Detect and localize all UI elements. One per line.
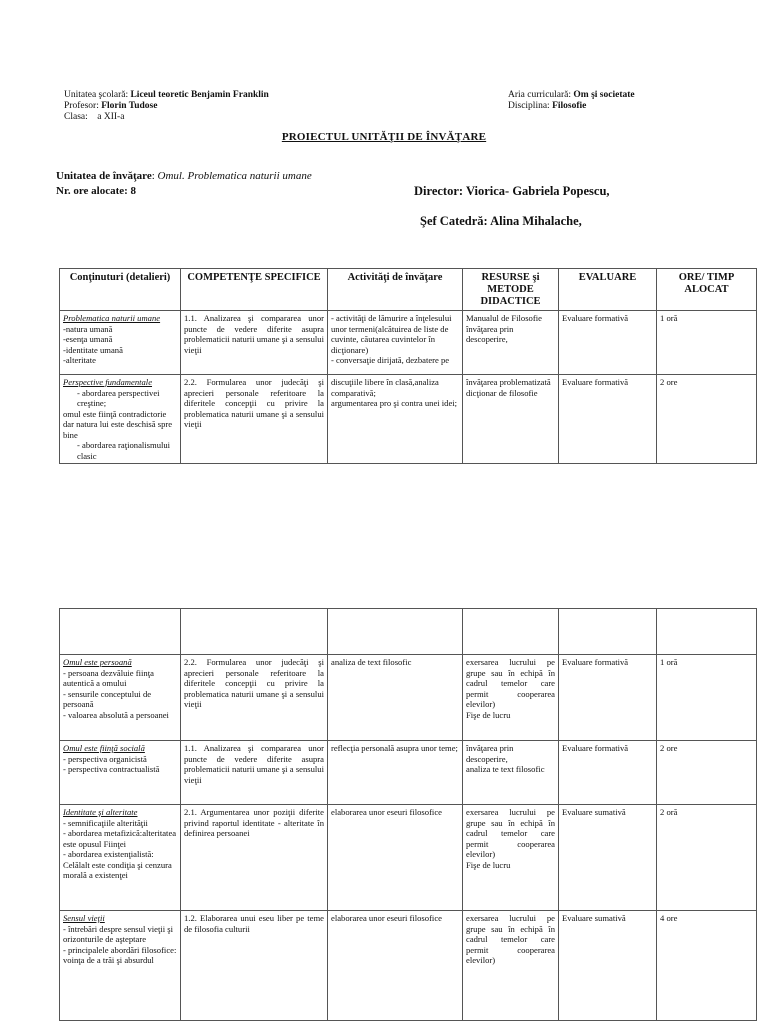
discipline-line	[508, 101, 748, 112]
class-line	[64, 112, 424, 123]
header-competences: COMPETENŢE SPECIFICE	[181, 269, 328, 311]
evaluation-cell: Evaluare formativă	[559, 655, 657, 741]
content-item: - abordarea raţionalismului clasic	[77, 440, 171, 461]
activities-cell: elaborarea unor eseuri filosofice	[328, 911, 463, 1021]
class-label: Clasa:	[64, 112, 88, 122]
competences-cell: 2.1. Argumentarea unor poziţii diferite privind raportul identitate - alteritate în definirea persoanei	[181, 805, 328, 911]
hours-value: 8	[130, 185, 137, 197]
table-row	[60, 655, 757, 741]
resources-cell: exersarea lucrului pe grupe sau în echipă în cadrul temelor care permit cooperarea elevilor) Fişe de lucru	[463, 655, 559, 741]
hours-cell: 4 ore	[657, 911, 757, 1021]
hours-label: Nr. ore alocate	[56, 185, 125, 197]
header-resources: RESURSE şi METODE DIDACTICE	[463, 269, 559, 311]
hours-cell: 2 ore	[657, 375, 757, 464]
school-label: Unitatea şcolară:	[64, 90, 129, 100]
content-item: - valoarea absolută a persoanei	[63, 709, 169, 720]
learning-unit-label: Unitatea de învăţare	[56, 170, 152, 182]
table-header-row-empty	[60, 609, 757, 655]
competences-cell: 2.2. Formularea unor judecăţi şi aprecieri personale referitoare la diferitele concepţii cu privire la problematica naturii umane şi a sensului vieţii	[181, 375, 328, 464]
content-cell	[60, 311, 181, 375]
evaluation-cell: Evaluare sumativă	[559, 911, 657, 1021]
content-item: - întrebări despre sensul vieţii şi orizonturile de aşteptare	[63, 923, 174, 944]
header-content: Conţinuturi (detalieri)	[60, 269, 181, 311]
resources-cell: învăţarea problematizată dicţionar de filosofie	[463, 375, 559, 464]
learning-unit-value: Omul. Problematica naturii umane	[157, 170, 312, 182]
activities-cell: - activităţi de lămurire a înţelesului unor termeni(alcătuirea de liste de cuvinte, căutarea cuvintelor în dicţionare) - conversaţie dirijată, dezbatere pe	[328, 311, 463, 375]
discipline-value: Filosofie	[552, 101, 587, 111]
content-cell	[60, 741, 181, 805]
content-item: - abordarea metafizică:alteritatea este opusul Fiinţei	[63, 828, 177, 849]
header-activities: Activităţi de învăţare	[328, 269, 463, 311]
content-cell	[60, 805, 181, 911]
evaluation-cell: Evaluare formativă	[559, 741, 657, 805]
content-item: -alteritate	[63, 355, 96, 365]
content-item: -identitate umană	[63, 344, 123, 355]
content-title: Sensul vieţii	[63, 913, 105, 923]
table-header-row	[60, 269, 757, 311]
area-value: Om şi societate	[573, 90, 635, 100]
table-row	[60, 805, 757, 911]
plan-table-1	[59, 268, 757, 464]
hours-cell: 2 oră	[657, 805, 757, 911]
area-label: Aria curriculară:	[508, 90, 572, 100]
header-hours: ORE/ TIMP ALOCAT	[657, 269, 757, 311]
content-title: Perspective fundamentale	[63, 377, 153, 387]
hours-cell: 1 oră	[657, 311, 757, 375]
content-item: -natura umană	[63, 323, 113, 334]
content-item: - perspectiva organicistă	[63, 753, 147, 764]
school-name: Liceul teoretic Benjamin Franklin	[130, 90, 269, 100]
content-item: - semnificaţiile alterităţii	[63, 817, 148, 828]
content-item: - abordarea existenţialistă: Celălalt este condiţia şi cenzura morală a existenţei	[63, 849, 172, 880]
plan-table-2	[59, 608, 757, 1021]
hours-line: Nr. ore alocate: 8	[56, 185, 137, 197]
teacher-label: Profesor:	[64, 101, 99, 111]
activities-cell: analiza de text filosofic	[328, 655, 463, 741]
competences-cell: 1.1. Analizarea şi compararea unor puncte de vedere diferite asupra problematicii naturii umane şi a sensului vieţii	[181, 311, 328, 375]
content-title: Problematica naturii umane	[63, 313, 161, 323]
teacher-line	[64, 101, 424, 112]
content-cell	[60, 911, 181, 1021]
head-of-department: Şef Catedră: Alina Mihalache,	[420, 214, 582, 228]
activities-cell: reflecţia personală asupra unor teme;	[328, 741, 463, 805]
content-cell	[60, 375, 181, 464]
content-item: - perspectiva contractualistă	[63, 764, 160, 774]
content-title: Omul este fiinţă socială	[63, 743, 145, 753]
teacher-name: Florin Tudose	[101, 101, 158, 111]
curriculum-info	[508, 90, 748, 112]
content-title: Identitate şi alteritate	[63, 807, 138, 817]
resources-cell: exersarea lucrului pe grupe sau în echipă în cadrul temelor care permit cooperarea elevilor)	[463, 911, 559, 1021]
table-row	[60, 911, 757, 1021]
area-line	[508, 90, 748, 101]
table-row	[60, 311, 757, 375]
resources-cell: exersarea lucrului pe grupe sau în echipă în cadrul temelor care permit cooperarea elevilor) Fişe de lucru	[463, 805, 559, 911]
table-row	[60, 741, 757, 805]
content-title: Omul este persoană	[63, 657, 132, 667]
evaluation-cell: Evaluare formativă	[559, 375, 657, 464]
school-info	[64, 90, 424, 123]
header-evaluation: EVALUARE	[559, 269, 657, 311]
resources-cell: Manualul de Filosofie învăţarea prin descoperire,	[463, 311, 559, 375]
content-item: omul este fiinţă contradictorie dar natura lui este deschisă spre bine	[63, 408, 173, 440]
competences-cell: 2.2. Formularea unor judecăţi şi aprecieri personale referitoare la diferitele concepţii cu privire la problematica naturii umane şi a sensului vieţii	[181, 655, 328, 741]
content-item: - persoana dezvăluie fiinţa autentică a omului	[63, 667, 154, 688]
content-item: -esenţa umană	[63, 334, 113, 344]
hours-cell: 2 ore	[657, 741, 757, 805]
content-item: - abordarea perspectivei creştine;	[77, 387, 160, 408]
content-item: - principalele abordări filosofice: voinţa de a trăi şi absurdul	[63, 944, 177, 965]
director: Director: Viorica- Gabriela Popescu,	[414, 184, 610, 198]
evaluation-cell: Evaluare formativă	[559, 311, 657, 375]
resources-cell: învăţarea prin descoperire, analiza te text filosofic	[463, 741, 559, 805]
content-cell	[60, 655, 181, 741]
competences-cell: 1.2. Elaborarea unui eseu liber pe teme de filosofia culturii	[181, 911, 328, 1021]
school-line	[64, 90, 424, 101]
table-row	[60, 375, 757, 464]
learning-unit-line: Unitatea de învăţare: Omul. Problematica naturii umane	[56, 170, 312, 182]
class-value: a XII-a	[97, 112, 125, 122]
document-title: PROIECTUL UNITĂŢII DE ÎNVĂŢARE	[281, 131, 487, 143]
competences-cell: 1.1. Analizarea şi compararea unor puncte de vedere diferite asupra problematicii naturii umane şi a sensului vieţii	[181, 741, 328, 805]
activities-cell: elaborarea unor eseuri filosofice	[328, 805, 463, 911]
content-item: - sensurile conceptului de persoană	[63, 688, 152, 709]
activities-cell: discuţiile libere în clasă,analiza comparativă; argumentarea pro şi contra unei idei;	[328, 375, 463, 464]
hours-cell: 1 oră	[657, 655, 757, 741]
evaluation-cell: Evaluare sumativă	[559, 805, 657, 911]
discipline-label: Disciplina:	[508, 101, 550, 111]
